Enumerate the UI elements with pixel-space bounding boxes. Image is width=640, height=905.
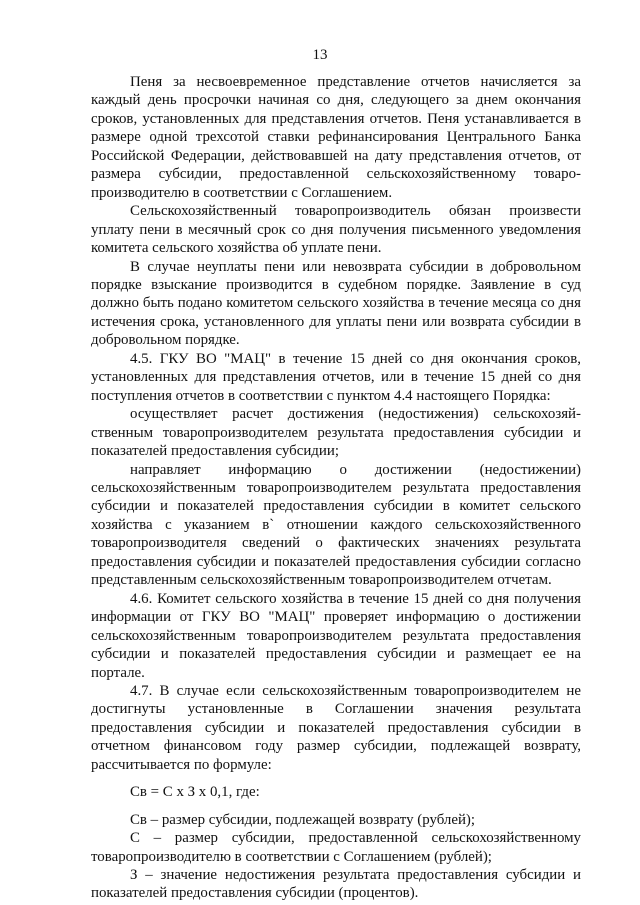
paragraph-4-7: 4.7. В случае если сельскохозяйственным товаропроизводителем не достигнуты установленные в Соглашении значения результата предоставления субсидии и показателей предоставления субсидии в отчетном финансовом году размер субсидии, подлежащей возврату, рассчитывается по формуле:	[91, 682, 581, 773]
paragraph-4-5-calculation: осуществляет расчет достижения (недостижения) сельскохозяйственным товаропроизводителем результата предоставления субсидии и показателей предоставления субсидии;	[91, 406, 581, 460]
definition-s: С – размер субсидии, предоставленной сельскохозяйственному товаропроизводителю в соответствии с Соглашением (рублей);	[91, 830, 581, 865]
definition-z: З – значение недостижения результата предоставления субсидии и показателей предоставления субсидии (процентов).	[91, 867, 581, 902]
paragraph-4-5: 4.5. ГКУ ВО "МАЦ" в течение 15 дней со дня окончания сроков, установленных для представления отчетов, или в течение 15 дней со дня поступления отчетов в соответствии с пунктом 4.4 настоящего Порядка:	[91, 350, 581, 404]
definition-sv: Св – размер субсидии, подлежащей возврату (рублей);	[130, 811, 476, 828]
paragraph-penalty-payment: Сельскохозяйственный товаропроизводитель обязан произвести уплату пени в месячный срок со дня получения письменного уведомления комитета сельского хозяйства об уплате пени.	[91, 203, 581, 257]
paragraph-court-recovery: В случае неуплаты пени или невозврата субсидии в добровольном порядке взыскание производится в судебном порядке. Заявление в суд должно быть подано комитетом сельского хозяйства в течение месяца со дня истечения срока, установленного для уплаты пени или возврата субсидии в добровольном порядке.	[91, 258, 581, 349]
paragraph-penalty-accrual: Пеня за несвоевременное представление отчетов начисляется за каждый день просрочки начиная со дня, следующего за днем окончания сроков, установленных для представления отчетов. Пеня устанавливается в размере одной трехсотой ставки рефинансирования Центрального Банка Российской Федерации, действовавшей на дату представления отчетов, от размера субсидии, предоставленной сельскохозяйственному товаропроизводителю в соответствии с Соглашением.	[91, 74, 581, 201]
paragraph-4-5-information: направляет информацию о достижении (недостижении) сельскохозяйственным товаропроизводителем результата предоставления субсидии и показателей предоставления субсидии в комитет сельского хозяйства с указанием в` отношении каждого сельскохозяйственного товаропроизводителя сведений о фактических значениях результата предоставления субсидии и показателей предоставления субсидии согласно представленным сельскохозяйственным товаропроизводителем отчетам.	[91, 461, 581, 589]
paragraph-4-6: 4.6. Комитет сельского хозяйства в течение 15 дней со дня получения информации от ГКУ ВО "МАЦ" проверяет информацию о достижении сельскохозяйственным товаропроизводителем результата предоставления субсидии и показателей предоставления субсидии и размещает ее на портале.	[91, 590, 581, 681]
formula: Св = С х З х 0,1, где:	[130, 784, 260, 801]
document-body	[91, 73, 581, 903]
page-number: 13	[312, 47, 328, 63]
